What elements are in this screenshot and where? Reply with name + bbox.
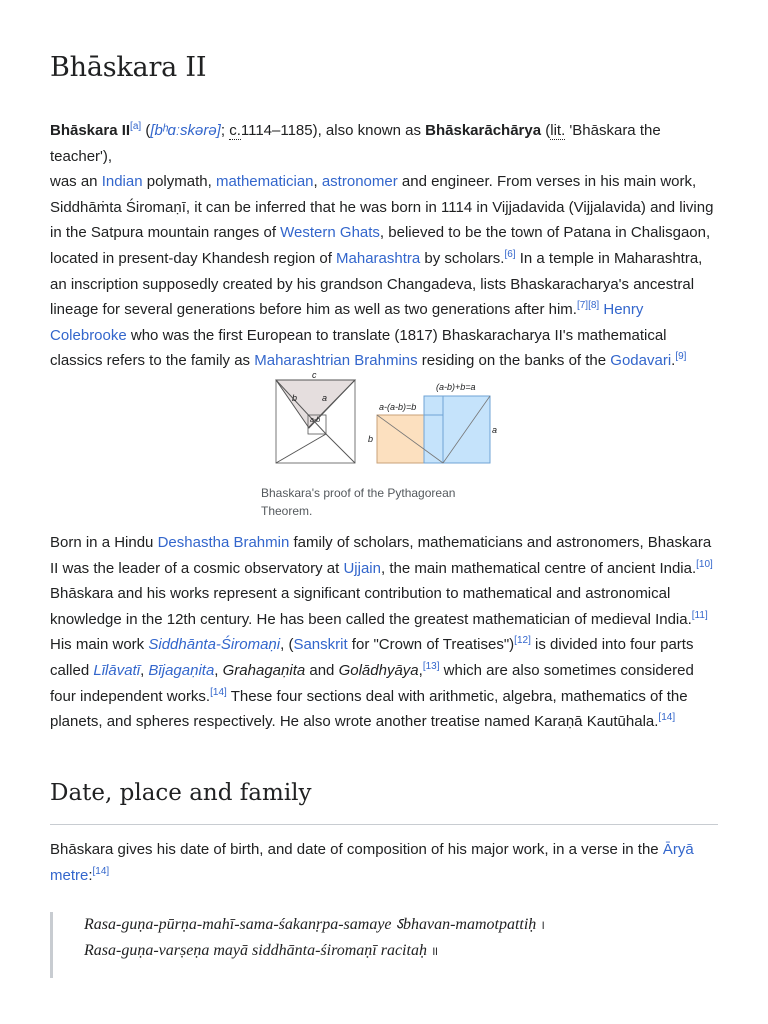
orange-rect (377, 415, 424, 463)
ref-13[interactable]: [13] (422, 660, 440, 672)
verse-line-1: Rasa-guṇa-pūrṇa-mahī-sama-śakanṛpa-samaye ऽbhavan-mamotpattiḥ । (84, 916, 545, 933)
ref-6[interactable]: [6] (504, 248, 516, 260)
ref-14b[interactable]: [14] (658, 712, 676, 724)
label-c: c (312, 370, 317, 380)
label-a-minus-b: a-b (310, 417, 321, 424)
link-lilavati[interactable]: Līlāvatī (93, 661, 141, 679)
intro-paragraph: Bhāskara II[a] ([bʰɑːskərə]; c.1114–1185), also known as Bhāskarāchārya (lit. 'Bhāskara the teacher'), was an Indian polymath, mathematician, astronomer and engineer. From verses in his main work, Siddhāṁta Śiromaṇī, it can be inferred that he was born in 1114 in Vijjadavida (Vijjalavida) and living in the Satpura mountain ranges of Western Ghats, believed to be the town of Patana in Chalisgaon, located in present-day Khandesh region of Maharashtra by scholars.[6] In a temple in Maharashtra, an inscription supposedly created by his grandson Changadeva, lists Bhaskaracharya's ancestral lineage for several generations before him as well as two generations after him.[7][8] Henry Colebrooke who was the first European to translate (1817) Bhaskaracharya II's mathematical classics refers to the family as Maharashtrian Brahmins residing on the banks of the Godavari.[9] (50, 121, 714, 370)
ref-a[interactable]: [a] (130, 121, 142, 132)
label-right-a: a (492, 425, 498, 435)
grahaganita: Grahagaṇita (222, 661, 306, 679)
link-maharashtrian-brahmins[interactable]: Maharashtrian Brahmins (254, 352, 418, 370)
ref-14c[interactable]: [14] (92, 865, 110, 877)
second-paragraph: Born in a Hindu Deshastha Brahmin family of scholars, mathematicians and astronomers, Bhaskara II was the leader of a cosmic observatory at Ujjain, the main mathematical centre of ancient India.[10] Bhāskara and his works represent a significant contribution to mathematical and astronomical knowledge in the 12th century. He has been called the greatest mathematician of medieval India.[11] His main work Siddhānta-Śiromaṇi, (Sanskrit for "Crown of Treatises")[12] is divided into four parts called Līlāvatī, Bījagaṇita, Grahagaṇita and Golādhyāya,[13] which are also sometimes considered four independent works.[14] These four sections deal with arithmetic, algebra, mathematics of the planets, and spheres respectively. He also wrote another treatise named Karaṇā Kautūhala.[14] (50, 534, 713, 731)
label-top: (a-b)+b=a (436, 382, 476, 392)
verse-line-2: Rasa-guṇa-varṣeṇa mayā siddhānta-śiromaṇī racitaḥ ॥ (84, 942, 439, 959)
page-title: Bhāskara II (50, 52, 207, 83)
section-paragraph: Bhāskara gives his date of birth, and date of composition of his major work, in a verse in the Āryā metre:[14] (50, 841, 694, 884)
subject-name: Bhāskara II (50, 122, 131, 139)
label-b: b (292, 393, 298, 403)
ref-9[interactable]: [9] (675, 351, 687, 363)
figure-caption: Bhaskara's proof of the Pythagorean Theorem. (261, 486, 456, 518)
label-mid: a-(a-b)=b (379, 402, 417, 412)
section-heading-date-place-family: Date, place and family (50, 780, 312, 806)
link-deshastha-brahmin[interactable]: Deshastha Brahmin (157, 534, 290, 551)
pythagorean-proof-diagram (260, 370, 500, 470)
ref-14a[interactable]: [14] (210, 686, 227, 698)
link-bijaganita[interactable]: Bījagaṇita (148, 661, 215, 679)
link-mathematician[interactable]: mathematician (215, 173, 314, 191)
link-ujjain[interactable]: Ujjain (343, 559, 381, 577)
link-sanskrit[interactable]: Sanskrit (293, 636, 348, 654)
ref-11[interactable]: [11] (691, 609, 708, 621)
circa-abbr: c. (229, 122, 241, 139)
ref-12[interactable]: [12] (514, 635, 531, 647)
link-henry-colebrooke[interactable]: Henry Colebrooke (50, 301, 644, 344)
ref-7[interactable]: [7] (576, 300, 589, 312)
blue-rect (424, 396, 490, 463)
link-astronomer[interactable]: astronomer (321, 173, 398, 191)
label-a: a (322, 393, 328, 403)
ref-10[interactable]: [10] (696, 558, 713, 570)
ref-8[interactable]: [8] (588, 300, 600, 312)
pythagorean-proof-figure[interactable] (260, 370, 500, 470)
link-western-ghats[interactable]: Western Ghats (280, 224, 380, 242)
goladhyaya: Golādhyāya (338, 661, 419, 679)
alt-name: Bhāskarāchārya (425, 122, 542, 139)
heading-divider (50, 824, 718, 825)
link-indian[interactable]: Indian (101, 173, 143, 191)
label-left-b: b (368, 434, 374, 444)
sanskrit-verse-quote (50, 912, 724, 978)
link-siddhanta-shiromani[interactable]: Siddhānta-Śiromaṇi (148, 636, 281, 654)
link-godavari[interactable]: Godavari (610, 352, 672, 370)
lit-abbr: lit. (550, 122, 566, 139)
link-maharashtra[interactable]: Maharashtra (336, 249, 421, 267)
ipa-pronunciation-link[interactable]: [bʰɑːskərə] (150, 122, 221, 139)
link-arya-metre[interactable]: Āryā metre (50, 841, 694, 884)
